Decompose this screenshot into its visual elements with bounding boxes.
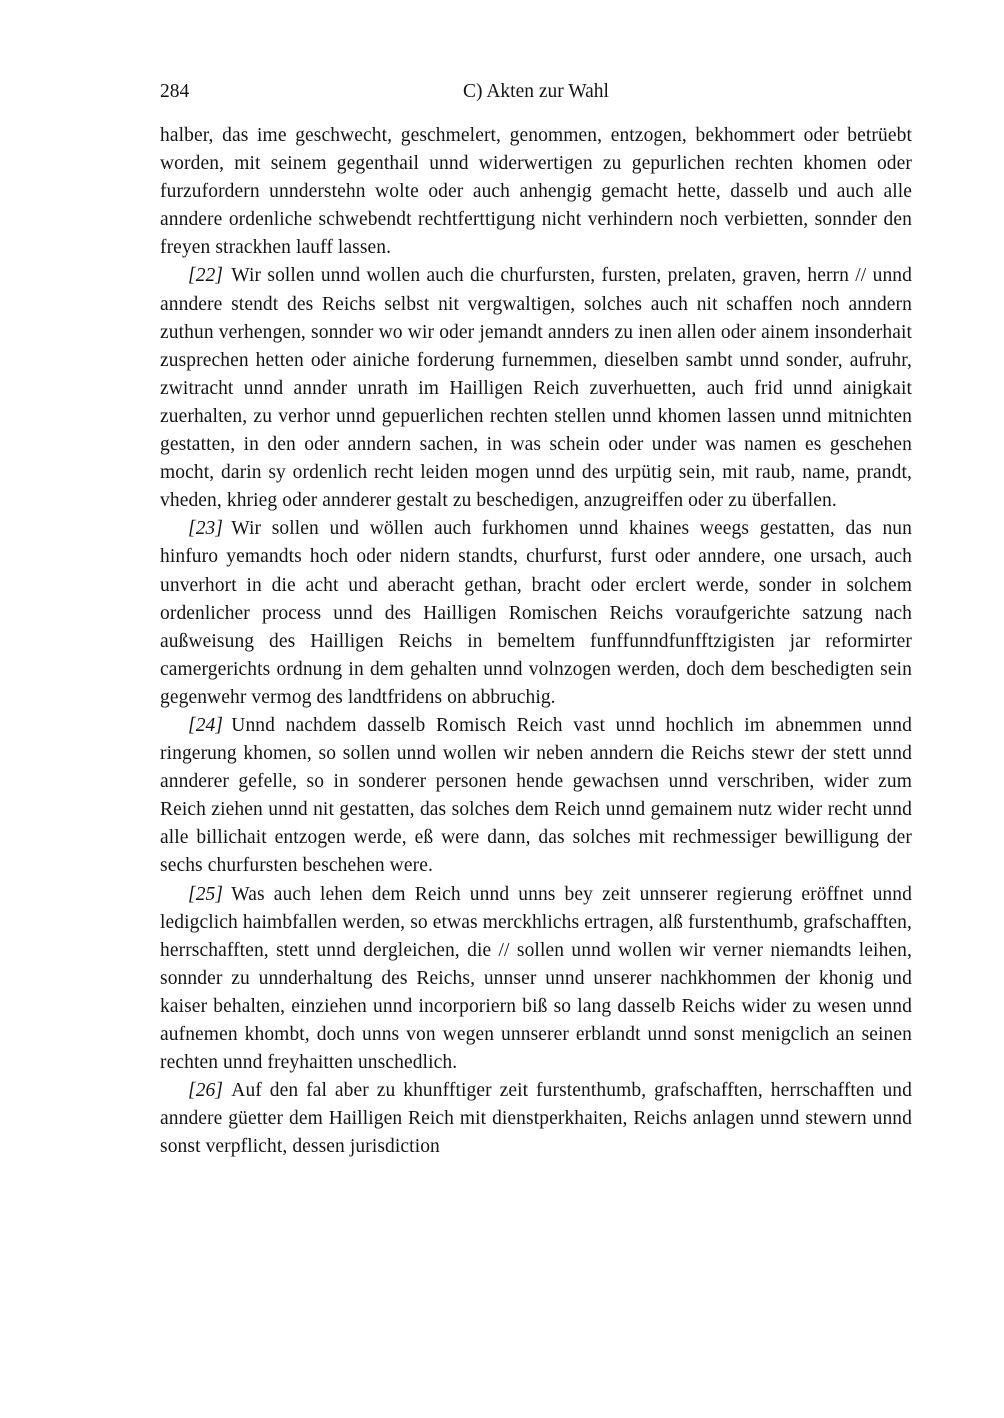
page-number: 284 [160,81,190,102]
paragraph [160,1077,912,1161]
paragraph-marker: [24] [188,714,224,736]
paragraph [160,712,912,881]
running-head-title: C) Akten zur Wahl [463,81,609,102]
paragraph-text: Unnd nachdem dasselb Romisch Reich vast unnd hochlich im abnemmen unnd ringerung khomen, so sollen unnd wollen wir neben anndern die Reichs stewr der stett unnd annderer gefelle, so in sonderer personen hende gewachsen unnd verschriben, wider zum Reich ziehen unnd nit gestatten, das solches dem Reich unnd gemainem nutz wider recht unnd alle billichait entzogen werde, eß were dann, das solches mit rechmessiger bewilligung der sechs churfursten beschehen were. [160,714,912,877]
paragraph-text: Auf den fal aber zu khunfftiger zeit furstenthumb, grafschafften, herrschafften und anndere güetter dem Hailligen Reich mit dienstperkhaiten, Reichs anlagen unnd stewern unnd sonst verpflicht, dessen jurisdiction [160,1080,912,1158]
paragraph-text: halber, das ime geschwecht, geschmelert, genommen, entzogen, bekhommert oder betrüebt worden, mit seinem gegenthail unnd widerwertigen zu gepurlichen rechten khomen oder furzufordern unnderstehn wolte oder auch anhengig gemacht hette, dasselb und auch alle anndere ordenliche schwebendt rechtferttigung nicht verhindern noch verbietten, sonnder den freyen strackhen lauff lassen. [160,125,912,259]
paragraph-marker: [25] [188,883,224,905]
paragraph-text: Wir sollen und wöllen auch furkhomen unnd khaines weegs gestatten, das nun hinfuro yemandts hoch oder nidern standts, churfurst, furst oder anndere, one ursach, auch unverhort in die acht und aberacht gethan, bracht oder erclert werde, sonder in solchem ordenlicher process unnd des Hailligen Romischen Reichs voraufgerichte satzung nach außweisung des Hailligen Reichs in bemeltem funffunndfunfftzigisten jar reformirter camergerichts ordnung in dem gehalten unnd volnzogen werden, doch dem beschedigten sein gegenwehr vermog des landtfridens on abbruchig. [160,518,912,708]
text-block [160,78,912,1161]
paragraph-marker: [26] [188,1080,224,1102]
paragraph-text: Wir sollen unnd wollen auch die churfursten, fursten, prelaten, graven, herrn // unnd anndere stendt des Reichs selbst nit vergwaltigen, solches auch nit schaffen noch anndern zuthun verhengen, sonnder wo wir oder jemandt annders zu inen allen oder ainem insonderhait zusprechen hetten oder ainiche forderung furnemmen, dieselben sambt unnd sonder, aufruhr, zwitracht unnd annder unrath im Hailligen Reich zuverhuetten, auch frid unnd ainigkait zuerhalten, zu verhor unnd gepuerlichen rechten stellen unnd khomen lassen unnd mitnichten gestatten, in den oder anndern sachen, in was schein oder under was namen es geschehen mocht, darin sy ordenlich recht leiden mogen unnd des urpütig sein, mit raub, name, prandt, vheden, khrieg oder annderer gestalt zu beschedigen, anzugreiffen oder zu überfallen. [160,265,912,512]
paragraph [160,122,912,262]
paragraph-marker: [23] [188,518,224,540]
paragraph-text: Was auch lehen dem Reich unnd unns bey zeit unnserer regierung eröffnet unnd ledigclich haimbfallen werden, so etwas merckhlichs ertragen, alß furstenthumb, grafschafften, herrschafften, stett unnd dergleichen, die // sollen unnd wollen wir verner niemandts leihen, sonnder zu unnderhaltung des Reichs, unnser unnd unserer nachkhommen der khonig und kaiser behalten, einziehen unnd incorporiern biß so lang dasselb Reichs wider zu wesen unnd aufnemen khombt, doch unns von wegen unnserer erblandt unnd sonst menigclich an seinen rechten unnd freyhaitten unschedlich. [160,883,912,1074]
body-text [160,122,912,1161]
paragraph [160,881,912,1078]
running-header [160,78,912,106]
paragraph [160,515,912,712]
paragraph-marker: [22] [188,265,224,287]
paragraph [160,262,912,515]
